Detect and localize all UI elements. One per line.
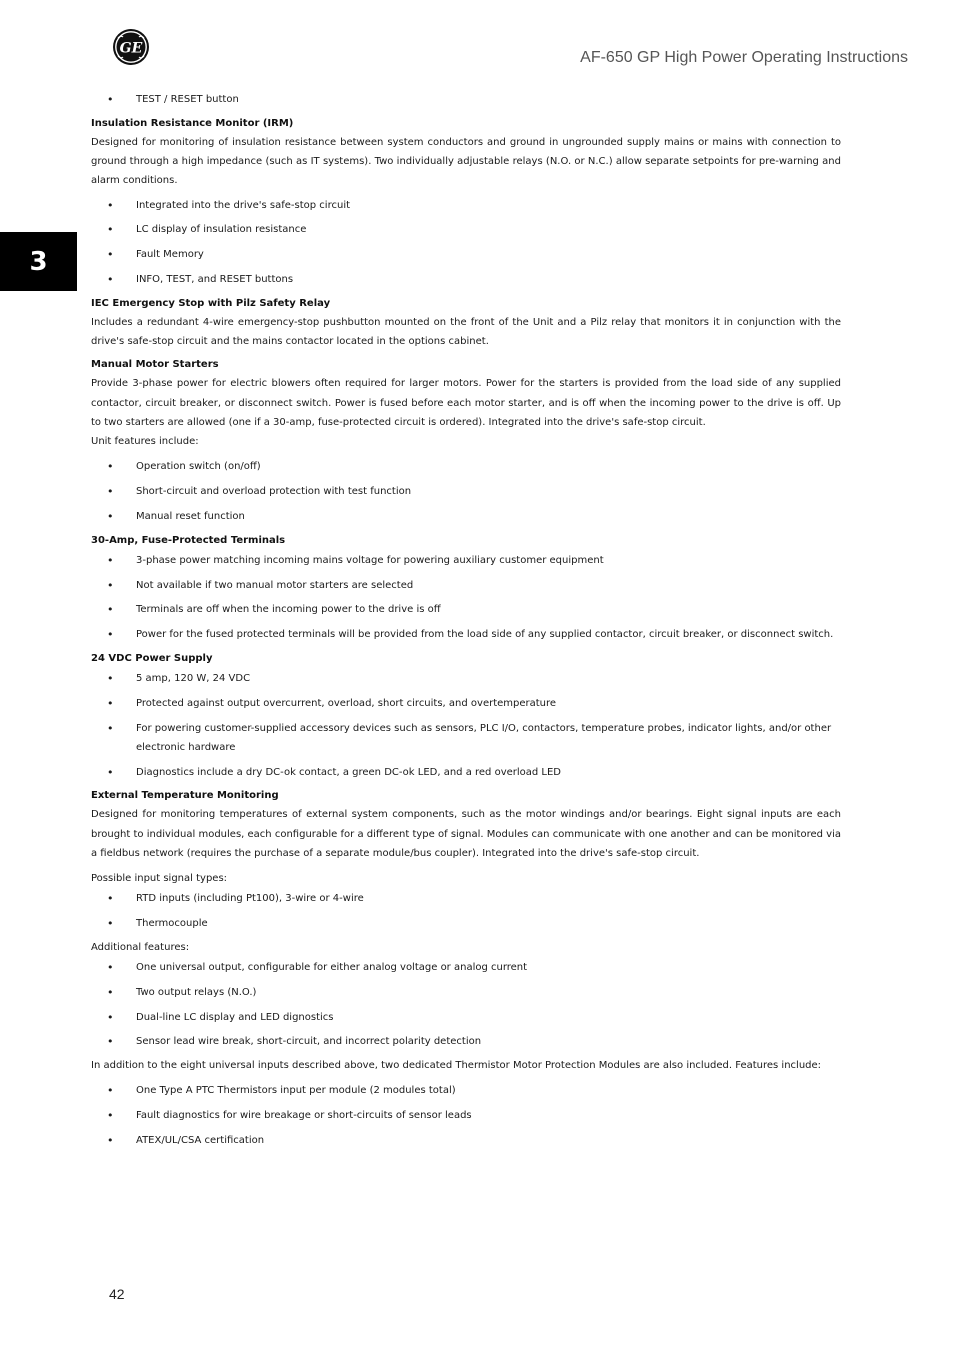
list-item: • One Type A PTC Thermistors input per module (2 modules total) xyxy=(91,1080,841,1105)
etm-signal-types-label: Possible input signal types: xyxy=(91,873,228,885)
list-item: • Fault Memory xyxy=(91,244,841,269)
list-item: • LC display of insulation resistance xyxy=(91,219,841,244)
page-number: 42 xyxy=(109,1286,125,1302)
list-item: • Short-circuit and overload protection with test function xyxy=(91,481,841,506)
page-content xyxy=(91,89,841,1154)
list-item: • Fault diagnostics for wire breakage or short-circuits of sensor leads xyxy=(91,1105,841,1130)
vdc-heading: 24 VDC Power Supply xyxy=(91,652,213,664)
list-item: • Manual reset function xyxy=(91,506,841,531)
vdc-bullet-list xyxy=(91,668,841,786)
fuse-terminals-heading: 30-Amp, Fuse-Protected Terminals xyxy=(91,534,286,546)
list-item: • One universal output, configurable for either analog voltage or analog current xyxy=(91,957,841,982)
iec-heading: IEC Emergency Stop with Pilz Safety Relay xyxy=(91,297,331,309)
ge-logo-icon xyxy=(112,28,150,66)
etm-signal-types-list xyxy=(91,888,841,938)
etm-description: Designed for monitoring temperatures of external system components, such as the motor windings and/or bearings. Eight signal inputs are each brought to individual modules, each configurable for a different type of signal. Modules can communicate with one another and can be monitored via a fieldbus network (requires the purchase of a separate module/bus coupler). Integrated into the drive's safe-stop circuit. xyxy=(91,809,841,860)
irm-heading: Insulation Resistance Monitor (IRM) xyxy=(91,117,294,129)
list-item: • Protected against output overcurrent, overload, short circuits, and overtemperature xyxy=(91,693,841,718)
list-item: • INFO, TEST, and RESET buttons xyxy=(91,269,841,294)
etm-thermistor-list xyxy=(91,1080,841,1154)
ge-logo-text: GE xyxy=(119,40,143,57)
list-item: • Operation switch (on/off) xyxy=(91,456,841,481)
list-item: • Sensor lead wire break, short-circuit, and incorrect polarity detection xyxy=(91,1031,841,1056)
list-item: • Power for the fused protected terminals will be provided from the load side of any supplied contactor, circuit breaker, or disconnect switch. xyxy=(91,624,841,649)
etm-additional-label: Additional features: xyxy=(91,941,190,953)
test-reset-list xyxy=(91,89,841,114)
etm-additional-list xyxy=(91,957,841,1056)
list-item: • ATEX/UL/CSA certification xyxy=(91,1130,841,1155)
document-title: AF-650 GP High Power Operating Instructions xyxy=(580,49,908,66)
iec-description: Includes a redundant 4-wire emergency-stop pushbutton mounted on the front of the Unit and a Pilz relay that monitors it in conjunction with the drive's safe-stop circuit and the mains contactor located in the options cabinet. xyxy=(91,316,841,348)
list-item: • Thermocouple xyxy=(91,913,841,938)
irm-bullet-list xyxy=(91,195,841,294)
etm-heading: External Temperature Monitoring xyxy=(91,790,279,802)
list-item: • Terminals are off when the incoming power to the drive is off xyxy=(91,599,841,624)
list-item: • RTD inputs (including Pt100), 3-wire or 4-wire xyxy=(91,888,841,913)
mms-unit-features-label: Unit features include: xyxy=(91,436,199,448)
list-item: • 3-phase power matching incoming mains voltage for powering auxiliary customer equipment xyxy=(91,550,841,575)
list-item: • Integrated into the drive's safe-stop circuit xyxy=(91,195,841,220)
mms-heading: Manual Motor Starters xyxy=(91,359,219,371)
list-item: • Diagnostics include a dry DC-ok contact, a green DC-ok LED, and a red overload LED xyxy=(91,762,841,787)
list-item: • Not available if two manual motor starters are selected xyxy=(91,575,841,600)
irm-description: Designed for monitoring of insulation resistance between system conductors and ground in ungrounded supply mains or mains with connection to ground through a high impedance (such as IT systems). Two individually adjustable relays (N.O. or N.C.) allow separate setpoints for pre-warning and alarm conditions. xyxy=(91,136,841,187)
chapter-tab: 3 xyxy=(0,232,77,291)
list-item: • Two output relays (N.O.) xyxy=(91,982,841,1007)
list-item: • TEST / RESET button xyxy=(91,89,841,114)
list-item: • 5 amp, 120 W, 24 VDC xyxy=(91,668,841,693)
etm-thermistor-intro: In addition to the eight universal inputs described above, two dedicated Thermistor Motor Protection Modules are also included. Features include: xyxy=(91,1060,822,1072)
fuse-terminals-bullet-list xyxy=(91,550,841,649)
list-item: • Dual-line LC display and LED dignostics xyxy=(91,1007,841,1032)
mms-description: Provide 3-phase power for electric blowers often required for larger motors. Power for the starters is provided from the load side of any supplied contactor, circuit breaker, or disconnect switch. Power is fused before each motor starter, and is off when the incoming power to the drive is off. Up to two starters are allowed (one if a 30-amp, fuse-protected circuit is ordered). Integrated into the drive's safe-stop circuit. xyxy=(91,378,841,429)
mms-bullet-list xyxy=(91,456,841,530)
list-item: • For powering customer-supplied accessory devices such as sensors, PLC I/O, contactors, temperature probes, indicator lights, and/or other electronic hardware xyxy=(91,718,841,762)
